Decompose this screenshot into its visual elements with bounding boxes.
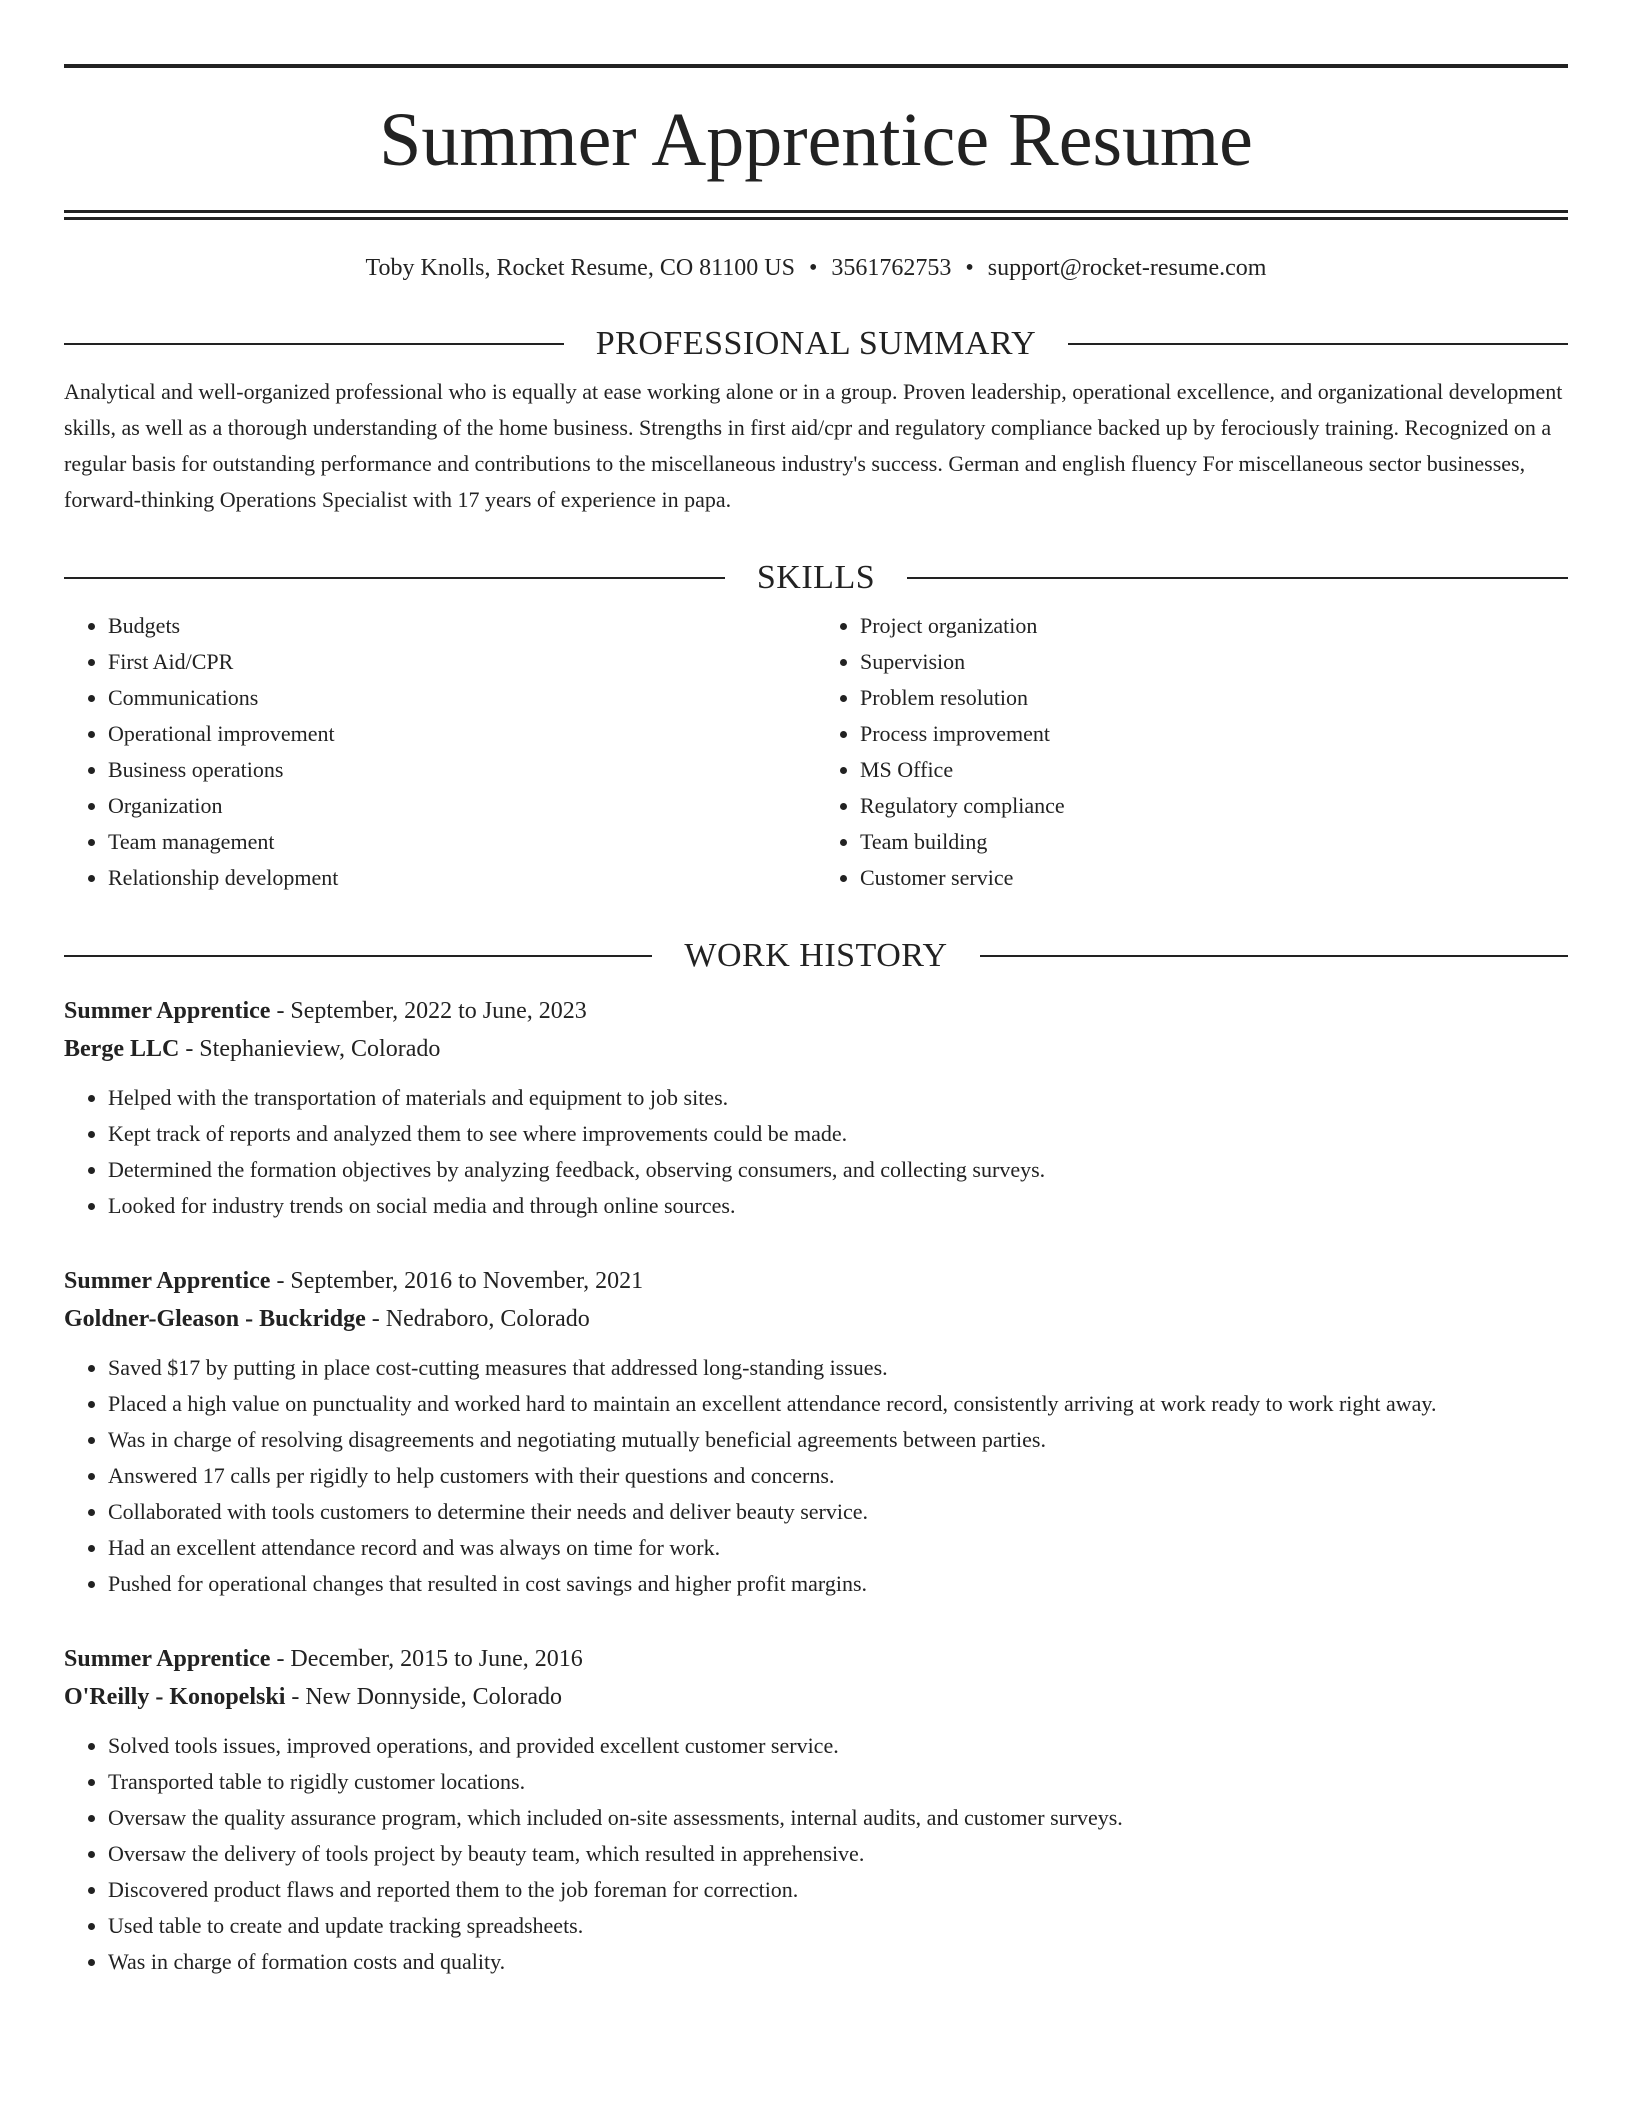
skill-item: • Operational improvement	[108, 716, 816, 752]
job-company: Goldner-Gleason - Buckridge	[64, 1306, 366, 1332]
skill-item: • Team management	[108, 824, 816, 860]
resume-page	[64, 64, 1568, 1980]
job-title: Summer Apprentice	[64, 998, 271, 1024]
heading-rule-left	[64, 577, 725, 579]
contact-email: support@rocket-resume.com	[987, 255, 1267, 281]
contact-line	[64, 252, 1568, 284]
job-bullet: • Looked for industry trends on social media and through online sources.	[108, 1188, 1568, 1224]
contact-separator: •	[965, 255, 974, 281]
job-bullet: • Pushed for operational changes that resulted in cost savings and higher profit margins.	[108, 1566, 1568, 1602]
job-bullet: • Collaborated with tools customers to determine their needs and deliver beauty service.	[108, 1494, 1568, 1530]
job-title-line	[64, 1640, 1568, 1678]
job-title: Summer Apprentice	[64, 1646, 271, 1672]
job-company: Berge LLC	[64, 1036, 180, 1062]
resume-title: Summer Apprentice Resume	[379, 98, 1253, 182]
job-company-line	[64, 1030, 1568, 1068]
skill-item: • Communications	[108, 680, 816, 716]
contact-separator: •	[808, 255, 818, 281]
skill-item: • Problem resolution	[860, 680, 1568, 716]
heading-rule-right	[907, 577, 1568, 579]
job-bullets	[64, 1350, 1568, 1602]
job-bullet: • Solved tools issues, improved operations, and provided excellent customer service.	[108, 1728, 1568, 1764]
heading-rule-right	[1068, 343, 1568, 345]
job-entry	[64, 1640, 1568, 1980]
job-location: - Stephanieview, Colorado	[179, 1036, 441, 1062]
skills-list	[64, 608, 1568, 896]
job-entry	[64, 992, 1568, 1224]
skills-heading-label: SKILLS	[756, 559, 876, 596]
heading-rule-left	[64, 343, 564, 345]
job-company: O'Reilly - Konopelski	[64, 1684, 286, 1710]
skill-item: • Project organization	[860, 608, 1568, 644]
job-bullets	[64, 1080, 1568, 1224]
title-double-rule	[64, 210, 1568, 220]
top-rule	[64, 64, 1568, 68]
job-title-line	[64, 1262, 1568, 1300]
skill-item: • Customer service	[860, 860, 1568, 896]
summary-heading-label: PROFESSIONAL SUMMARY	[595, 325, 1037, 362]
job-bullet: • Determined the formation objectives by analyzing feedback, observing consumers, and collecting surveys.	[108, 1152, 1568, 1188]
summary-heading	[64, 324, 1568, 364]
job-bullets	[64, 1728, 1568, 1980]
contact-address: Toby Knolls, Rocket Resume, CO 81100 US	[365, 255, 795, 281]
job-bullet: • Answered 17 calls per rigidly to help customers with their questions and concerns.	[108, 1458, 1568, 1494]
job-bullet: • Discovered product flaws and reported them to the job foreman for correction.	[108, 1872, 1568, 1908]
job-location: - Nedraboro, Colorado	[365, 1306, 590, 1332]
job-bullet: • Used table to create and update tracking spreadsheets.	[108, 1908, 1568, 1944]
job-dates: - December, 2015 to June, 2016	[270, 1646, 583, 1672]
work-history-heading	[64, 936, 1568, 976]
job-company-line	[64, 1300, 1568, 1338]
job-bullet: • Placed a high value on punctuality and worked hard to maintain an excellent attendance record, consistently arriving at work ready to work right away.	[108, 1386, 1568, 1422]
skill-item: • Budgets	[108, 608, 816, 644]
job-bullet: • Had an excellent attendance record and was always on time for work.	[108, 1530, 1568, 1566]
job-dates: - September, 2022 to June, 2023	[270, 998, 587, 1024]
skill-item: • Team building	[860, 824, 1568, 860]
skills-column-left	[64, 608, 816, 896]
skill-item: • Relationship development	[108, 860, 816, 896]
job-bullet: • Was in charge of resolving disagreements and negotiating mutually beneficial agreements between parties.	[108, 1422, 1568, 1458]
skill-item: • Regulatory compliance	[860, 788, 1568, 824]
heading-rule-left	[64, 955, 652, 957]
work-history-heading-label: WORK HISTORY	[684, 937, 948, 974]
job-bullet: • Oversaw the quality assurance program, which included on-site assessments, internal audits, and customer surveys.	[108, 1800, 1568, 1836]
skill-item: • Business operations	[108, 752, 816, 788]
skills-column-right	[816, 608, 1568, 896]
job-company-line	[64, 1678, 1568, 1716]
job-entry	[64, 1262, 1568, 1602]
job-location: - New Donnyside, Colorado	[285, 1684, 562, 1710]
summary-text: Analytical and well-organized professional who is equally at ease working alone or in a group. Proven leadership, operational excellence, and organizational development skills, as well as a thorough understanding of the home business. Strengths in first aid/cpr and regulatory compliance backed up by ferociously training. Recognized on a regular basis for outstanding performance and contributions to the miscellaneous industry's success. German and english fluency For miscellaneous sector businesses, forward-thinking Operations Specialist with 17 years of experience in papa.	[64, 379, 1563, 512]
job-dates: - September, 2016 to November, 2021	[270, 1268, 644, 1294]
job-bullet: • Saved $17 by putting in place cost-cutting measures that addressed long-standing issues.	[108, 1350, 1568, 1386]
skill-item: • Supervision	[860, 644, 1568, 680]
skill-item: • Organization	[108, 788, 816, 824]
job-bullet: • Kept track of reports and analyzed them to see where improvements could be made.	[108, 1116, 1568, 1152]
job-title-line	[64, 992, 1568, 1030]
skill-item: • MS Office	[860, 752, 1568, 788]
skills-heading	[64, 558, 1568, 598]
heading-rule-right	[980, 955, 1568, 957]
skill-item: • First Aid/CPR	[108, 644, 816, 680]
job-bullet: • Was in charge of formation costs and quality.	[108, 1944, 1568, 1980]
job-bullet: • Helped with the transportation of materials and equipment to job sites.	[108, 1080, 1568, 1116]
skill-item: • Process improvement	[860, 716, 1568, 752]
job-bullet: • Transported table to rigidly customer locations.	[108, 1764, 1568, 1800]
job-bullet: • Oversaw the delivery of tools project by beauty team, which resulted in apprehensive.	[108, 1836, 1568, 1872]
job-title: Summer Apprentice	[64, 1268, 271, 1294]
contact-phone: 3561762753	[831, 255, 952, 281]
